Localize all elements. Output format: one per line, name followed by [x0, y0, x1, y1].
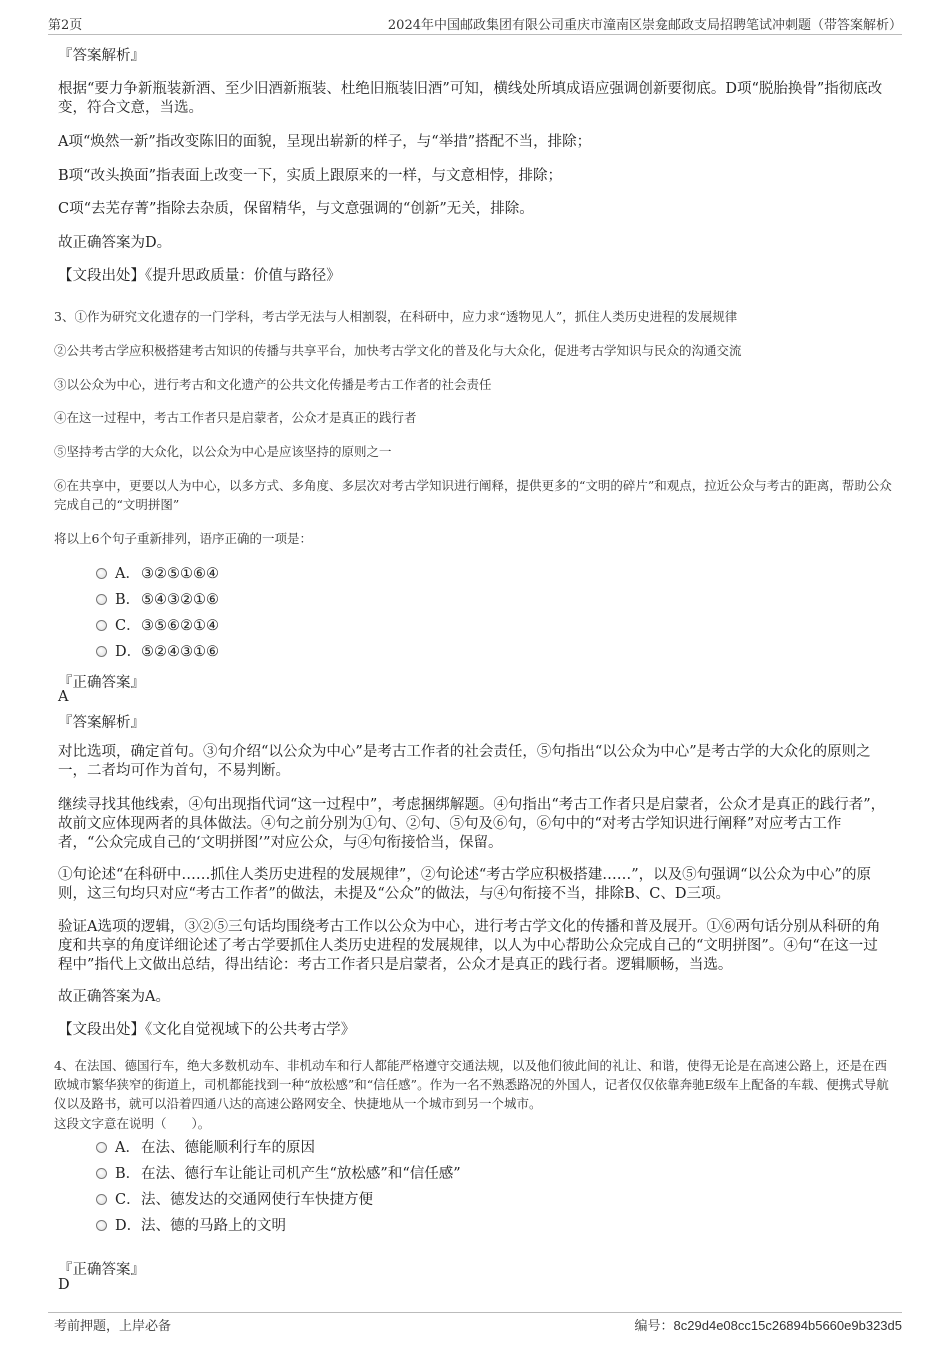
page-header	[48, 12, 902, 35]
q3-analysis-paragraph-4: 验证A选项的逻辑，③②⑤三句话均围绕考古工作以公众为中心，进行考古学文化的传播和普及展开。①⑥两句话分别从科研的角度和共享的角度详细论述了考古学要抓住人类历史进程的发展规律，以人为中心帮助公众完成自己的“文明拼图”。④句“在这一过程中”指代上文做出总结，得出结论：考古工作者只是启蒙者，公众才是真正的践行者。逻辑顺畅，当选。	[58, 919, 881, 973]
q3-option-c[interactable]	[96, 616, 219, 636]
q4-stem: 这段文字意在说明（ ）。	[54, 1116, 211, 1131]
q3-source: 【文段出处】《文化自觉视域下的公共考古学》	[58, 1022, 356, 1038]
q4-answer-label: 『正确答案』	[58, 1262, 145, 1278]
option-text: ③②⑤①⑥④	[141, 566, 219, 582]
document-code	[635, 1315, 902, 1334]
option-letter: B．	[115, 1166, 141, 1182]
q3-answer-label: 『正确答案』	[58, 675, 145, 691]
option-letter: A．	[115, 566, 140, 582]
q4-passage: 4、在法国、德国行车，绝大多数机动车、非机动车和行人都能严格遵守交通法规，以及他们彼此间的礼让、和谐，使得无论是在高速公路上，还是在西欧城市繁华狭窄的街道上，司机都能找到一种“放松感”和“信任感”。作为一名不熟悉路况的外国人，记者仅仅依靠奔驰E级车上配备的车载、便携式导航仪以及路书，就可以沿着四通八达的高速公路网安全、快捷地从一个城市到另一个城市。	[54, 1058, 889, 1111]
q2-conclusion: 故正确答案为D。	[58, 235, 172, 251]
radio-icon[interactable]	[96, 646, 107, 657]
code-value: 8c29d4e08cc15c26894b5660e9b323d5	[673, 1318, 902, 1333]
option-text: ③⑤⑥②①④	[141, 618, 219, 634]
q3-sentence-1: 3、①作为研究文化遗存的一门学科，考古学无法与人相割裂，在科研中，应力求“透物见人”，抓住人类历史进程的发展规律	[54, 309, 738, 324]
q3-stem: 将以上6个句子重新排列，语序正确的一项是：	[54, 531, 312, 546]
q4-option-b[interactable]	[96, 1164, 461, 1184]
document-title: 2024年中国邮政集团有限公司重庆市潼南区崇龛邮政支局招聘笔试冲刺题（带答案解析）	[387, 18, 902, 33]
q3-option-b[interactable]	[96, 590, 219, 610]
option-text: ⑤④③②①⑥	[141, 592, 219, 608]
q3-sentence-3: ③以公众为中心，进行考古和文化遗产的公共文化传播是考古工作者的社会责任	[54, 377, 492, 392]
q4-option-d[interactable]	[96, 1216, 286, 1236]
option-text: 在法、德行车让能让司机产生“放松感”和“信任感”	[141, 1166, 461, 1182]
radio-icon[interactable]	[96, 1142, 107, 1153]
q3-sentence-4: ④在这一过程中，考古工作者只是启蒙者，公众才是真正的践行者	[54, 410, 417, 425]
q2-analysis-paragraph-4: C项“去芜存菁”指除去杂质，保留精华，与文意强调的“创新”无关，排除。	[58, 201, 534, 217]
code-label: 编号：	[634, 1319, 674, 1334]
q3-analysis-paragraph-1: 对比选项，确定首句。③句介绍“以公众为中心”是考古工作者的社会责任，⑤句指出“以公众为中心”是考古学的大众化的原则之一，二者均可作为首句，不易判断。	[58, 744, 871, 779]
option-letter: D．	[115, 644, 142, 660]
q3-option-a[interactable]	[96, 564, 219, 584]
radio-icon[interactable]	[96, 1168, 107, 1179]
radio-icon[interactable]	[96, 594, 107, 605]
q2-analysis-label: 『答案解析』	[58, 48, 145, 64]
q2-source: 【文段出处】《提升思政质量：价值与路径》	[58, 268, 341, 284]
q3-analysis-paragraph-3: ①句论述“在科研中……抓住人类历史进程的发展规律”，②句论述“考古学应积极搭建……”，以及⑤句强调“以公众为中心”的原则，这三句均只对应“考古工作者”的做法，未提及“公众”的做法，与④句衔接不当，排除B、C、D三项。	[58, 867, 871, 902]
option-letter: D．	[115, 1218, 142, 1234]
q3-sentence-2: ②公共考古学应积极搭建考古知识的传播与共享平台，加快考古学文化的普及化与大众化，促进考古学知识与民众的沟通交流	[54, 343, 742, 358]
q2-analysis-paragraph-2: A项“焕然一新”指改变陈旧的面貌，呈现出崭新的样子，与“举措”搭配不当，排除；	[58, 134, 592, 150]
q4-option-c[interactable]	[96, 1190, 373, 1210]
option-letter: C．	[115, 1192, 141, 1208]
option-letter: C．	[115, 618, 141, 634]
option-text: ⑤②④③①⑥	[141, 644, 219, 660]
radio-icon[interactable]	[96, 568, 107, 579]
option-text: 法、德发达的交通网使行车快捷方便	[141, 1192, 373, 1208]
radio-icon[interactable]	[96, 620, 107, 631]
q3-sentence-6: ⑥在共享中，更要以人为中心，以多方式、多角度、多层次对考古学知识进行阐释，提供更多的“文明的碎片”和观点，拉近公众与考古的距离，帮助公众完成自己的“文明拼图”	[54, 478, 892, 512]
option-text: 法、德的马路上的文明	[141, 1218, 286, 1234]
q4-option-a[interactable]	[96, 1138, 315, 1158]
option-letter: A．	[115, 1140, 140, 1156]
radio-icon[interactable]	[96, 1194, 107, 1205]
option-text: 在法、德能顺利行车的原因	[141, 1140, 315, 1156]
q3-answer: A	[58, 689, 69, 705]
q3-option-d[interactable]	[96, 642, 219, 662]
radio-icon[interactable]	[96, 1220, 107, 1231]
q3-conclusion: 故正确答案为A。	[58, 989, 170, 1005]
q3-analysis-paragraph-2: 继续寻找其他线索，④句出现指代词“这一过程中”，考虑捆绑解题。④句指出“考古工作者只是启蒙者，公众才是真正的践行者”，故前文应体现两者的具体做法。④句之前分别为①句、②句、⑤句及⑥句，⑥句中的“对考古学知识进行阐释”对应考古工作者，“公众完成自己的‘文明拼图’”对应公众，与④句衔接恰当，保留。	[58, 797, 886, 851]
q4-answer: D	[58, 1277, 70, 1293]
q3-analysis-label: 『答案解析』	[58, 715, 145, 731]
q2-analysis-paragraph-1: 根据“要力争新瓶装新酒、至少旧酒新瓶装、杜绝旧瓶装旧酒”可知，横线处所填成语应强调创新要彻底。D项“脱胎换骨”指彻底改变，符合文意，当选。	[58, 81, 883, 116]
q3-sentence-5: ⑤坚持考古学的大众化，以公众为中心是应该坚持的原则之一	[54, 444, 392, 459]
footer-slogan: 考前押题，上岸必备	[54, 1319, 172, 1334]
option-letter: B．	[115, 592, 141, 608]
page-number: 第2页	[48, 18, 83, 33]
page-footer	[48, 1312, 902, 1334]
q2-analysis-paragraph-3: B项“改头换面”指表面上改变一下，实质上跟原来的一样，与文意相悖，排除；	[58, 168, 562, 184]
